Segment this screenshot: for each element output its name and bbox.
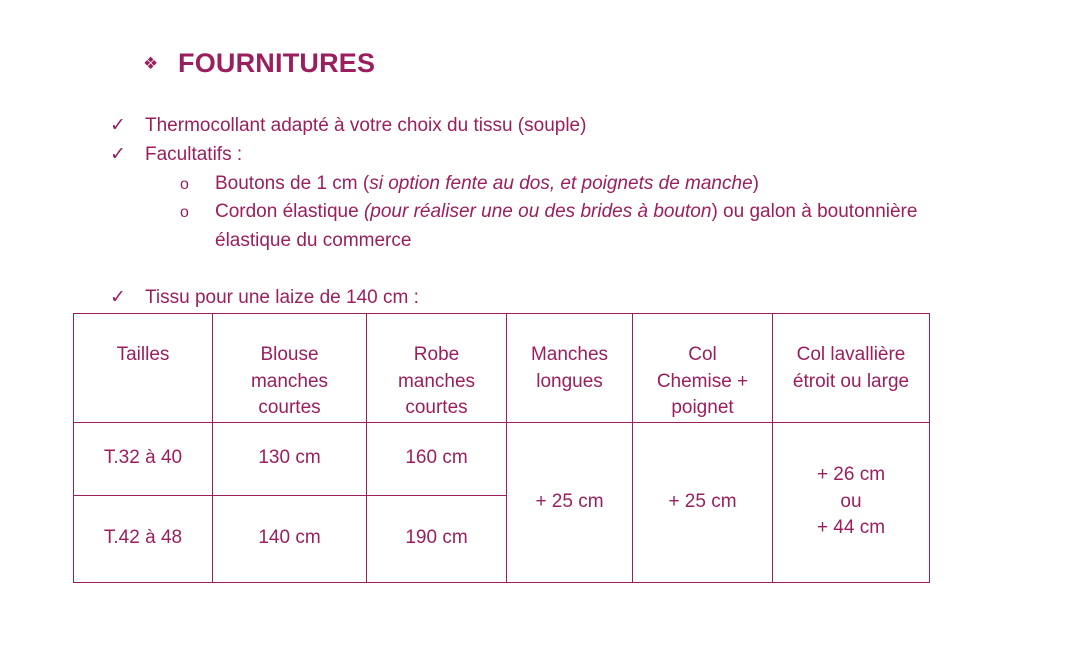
header-cell: Col lavallière étroit ou large: [773, 314, 930, 423]
size-cell: T.42 à 48: [74, 495, 213, 582]
list-item: Thermocollant adapté à votre choix du tissu (souple): [145, 115, 587, 136]
blouse-cell: 140 cm: [213, 495, 367, 582]
sub-list-item-continuation: élastique du commerce: [215, 230, 412, 251]
col-chemise-cell: + 25 cm: [633, 422, 773, 582]
col-lavalliere-cell: + 26 cm ou + 44 cm: [773, 422, 930, 582]
sub-list-item: Boutons de 1 cm (si option fente au dos, et poignets de manche): [215, 173, 759, 194]
list-item: Tissu pour une laize de 140 cm :: [145, 287, 419, 308]
header-cell: Tailles: [74, 314, 213, 423]
table-row: [74, 422, 930, 495]
robe-cell: 190 cm: [367, 495, 507, 582]
header-cell: Blouse manches courtes: [213, 314, 367, 423]
table-header-row: [74, 314, 930, 423]
circle-bullet-icon: o: [180, 176, 189, 193]
blouse-cell: 130 cm: [213, 422, 367, 495]
list-item: Facultatifs :: [145, 144, 243, 165]
diamond-bullet-icon: ❖: [143, 54, 159, 73]
check-icon: ✓: [110, 287, 126, 308]
check-icon: ✓: [110, 115, 126, 136]
header-cell: Manches longues: [507, 314, 633, 423]
header-cell: Robe manches courtes: [367, 314, 507, 423]
header-cell: Col Chemise + poignet: [633, 314, 773, 423]
fabric-table: [73, 313, 930, 583]
sub-list-item: Cordon élastique (pour réaliser une ou des brides à bouton) ou galon à boutonnière: [215, 201, 918, 222]
check-icon: ✓: [110, 144, 126, 165]
robe-cell: 160 cm: [367, 422, 507, 495]
manches-longues-cell: + 25 cm: [507, 422, 633, 582]
section-title: FOURNITURES: [178, 48, 376, 78]
size-cell: T.32 à 40: [74, 422, 213, 495]
circle-bullet-icon: o: [180, 204, 189, 221]
